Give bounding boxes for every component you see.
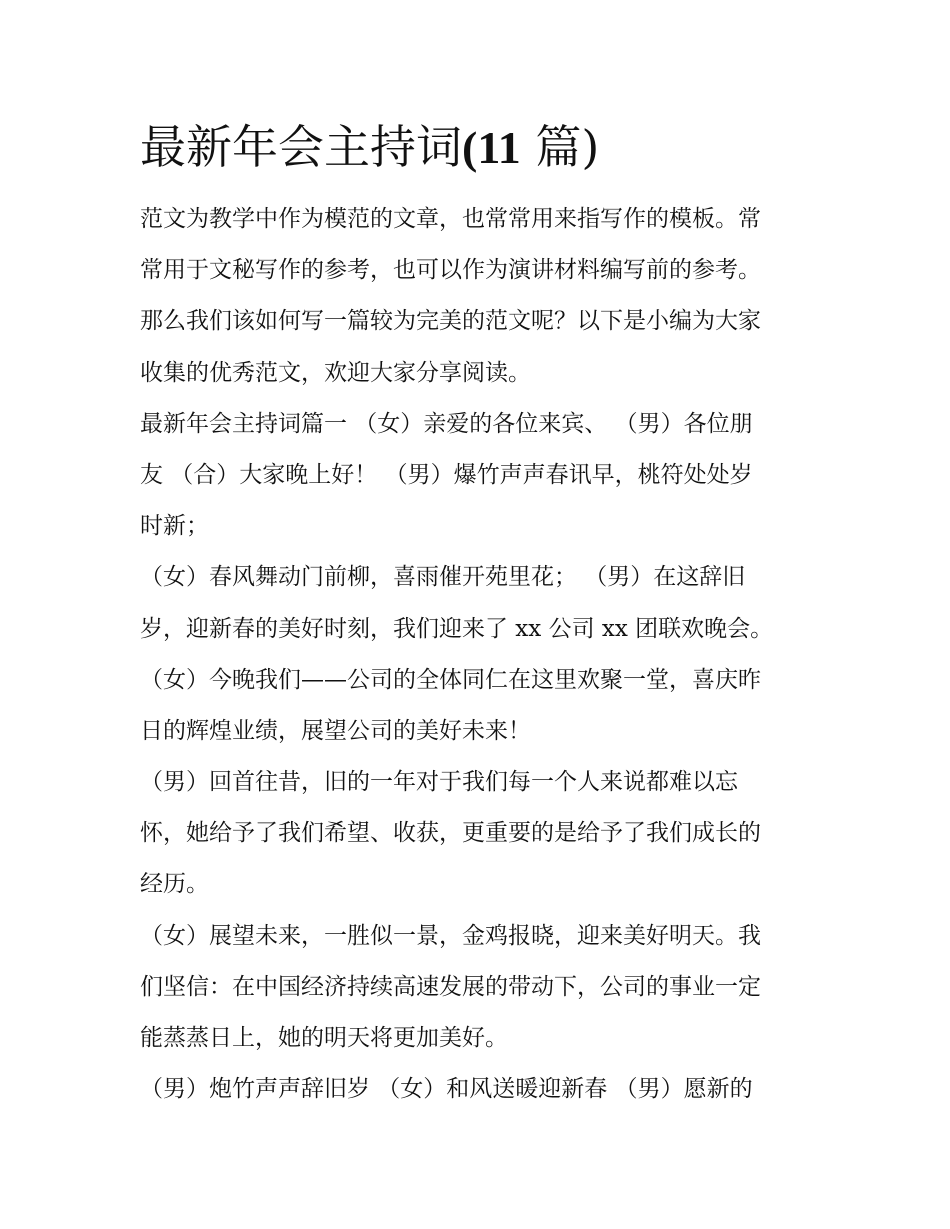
body-line: 范文为教学中作为模范的文章，也常常用来指写作的模板。常 [140, 206, 761, 232]
document-body [140, 194, 816, 1115]
body-line: 那么我们该如何写一篇较为完美的范文呢？以下是小编为大家 [140, 308, 761, 335]
body-line: 怀，她给予了我们希望、收获，更重要的是给予了我们成长的 [140, 820, 761, 847]
body-line: 常用于文秘写作的参考，也可以作为演讲材料编写前的参考。 [140, 257, 761, 284]
title-count: (11 [462, 122, 521, 173]
body-line: （女）春风舞动门前柳，喜雨催开苑里花； （男）在这辞旧 [140, 564, 746, 591]
body-line: 收集的优秀范文，欢迎大家分享阅读。 [140, 359, 531, 386]
body-line: 岁，迎新春的美好时刻，我们迎来了 xx 公司 xx 团联欢晚会。 [140, 615, 774, 642]
title-text: 最新年会主持词 [140, 120, 462, 174]
body-line: 能蒸蒸日上，她的明天将更加美好。 [140, 1025, 508, 1051]
body-line: （男）炮竹声声辞旧岁 （女）和风送暖迎新春 （男）愿新的 [140, 1076, 753, 1103]
title-count-suffix: 篇) [520, 120, 600, 174]
body-line: 经历。 [140, 871, 209, 898]
body-line: 最新年会主持词篇一 （女）亲爱的各位来宾、 （男）各位朋 [140, 410, 753, 437]
body-line: 时新； [140, 513, 209, 540]
body-line: （女）今晚我们——公司的全体同仁在这里欢聚一堂，喜庆昨 [140, 666, 761, 693]
body-line: 友 （合）大家晚上好！ （男）爆竹声声春讯早，桃符处处岁 [140, 461, 753, 488]
body-line: 们坚信：在中国经济持续高速发展的带动下，公司的事业一定 [140, 973, 761, 1000]
body-line: （男）回首往昔，旧的一年对于我们每一个人来说都难以忘 [140, 769, 738, 796]
document-title [140, 116, 599, 179]
body-line: 日的辉煌业绩，展望公司的美好未来！ [140, 717, 531, 744]
body-line: （女）展望未来，一胜似一景，金鸡报晓，迎来美好明天。我 [140, 922, 761, 949]
